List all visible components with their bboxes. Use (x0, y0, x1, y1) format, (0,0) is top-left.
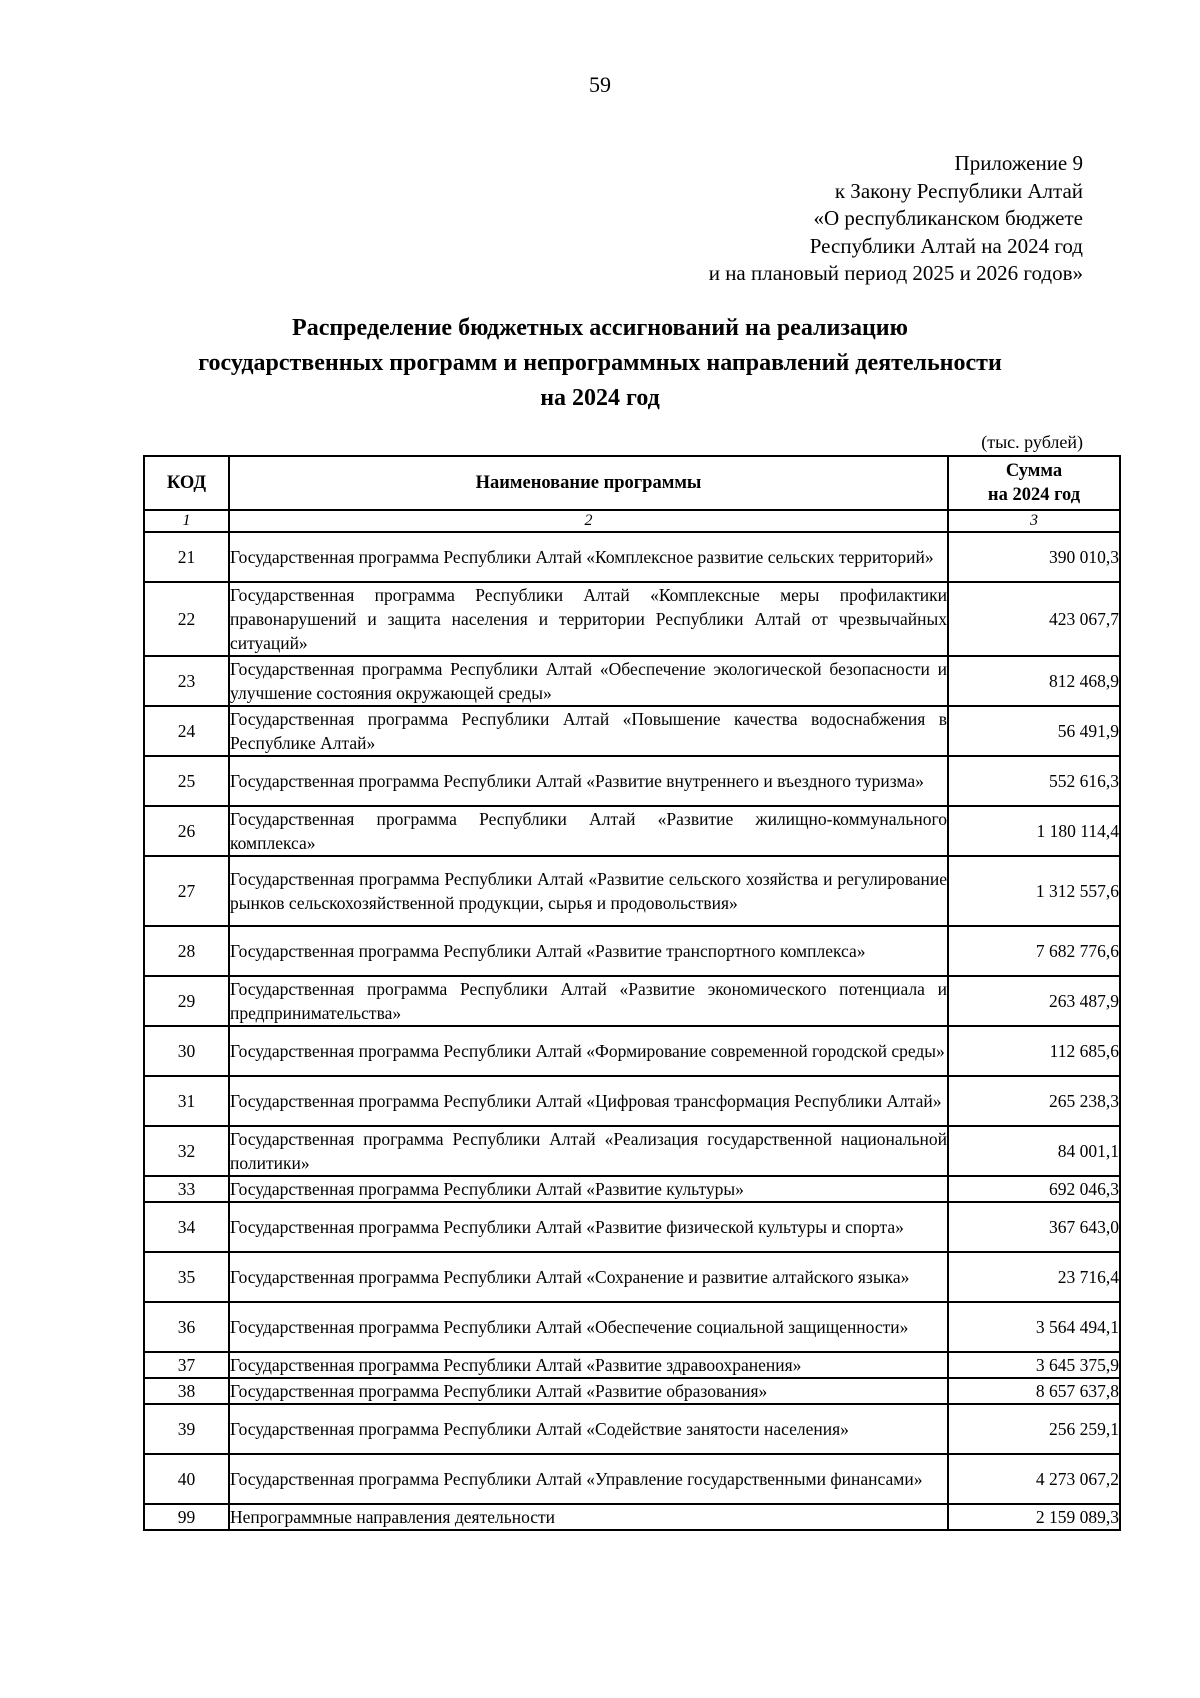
program-name: Государственная программа Республики Алтай «Сохранение и развитие алтайского языка» (229, 1252, 948, 1302)
table-row (144, 926, 1120, 976)
table-row (144, 1302, 1120, 1352)
table-row (144, 1026, 1120, 1076)
appendix-line: Республики Алтай на 2024 год (809, 233, 1083, 258)
units-note: (тыс. рублей) (981, 432, 1083, 452)
program-name: Государственная программа Республики Алтай «Развитие сельского хозяйства и регулирование рынков сельскохозяйственной продукции, сырья и продовольствия» (229, 856, 948, 926)
program-name: Государственная программа Республики Алтай «Повышение качества водоснабжения в Республике Алтай» (229, 706, 948, 756)
program-name: Государственная программа Республики Алтай «Формирование современной городской среды» (229, 1026, 948, 1076)
program-code: 34 (144, 1202, 229, 1252)
program-name: Государственная программа Республики Алтай «Развитие здравоохранения» (229, 1352, 948, 1378)
program-sum: 4 273 067,2 (948, 1454, 1120, 1504)
appendix-reference (709, 150, 1083, 288)
program-code: 21 (144, 532, 229, 582)
program-name: Государственная программа Республики Алтай «Развитие культуры» (229, 1176, 948, 1202)
program-sum: 390 010,3 (948, 532, 1120, 582)
table-row (144, 1126, 1120, 1176)
column-number: 1 (144, 510, 229, 532)
appendix-line: Приложение 9 (954, 151, 1083, 175)
table-row (144, 976, 1120, 1026)
title-line: Распределение бюджетных ассигнований на реализацию (292, 315, 908, 341)
header-sum (948, 456, 1120, 510)
program-name: Государственная программа Республики Алтай «Комплексные меры профилактики правонарушений и защита населения и территории Республики Алтай от чрезвычайных ситуаций» (229, 582, 948, 656)
program-sum: 263 487,9 (948, 976, 1120, 1026)
program-sum: 552 616,3 (948, 756, 1120, 806)
program-sum: 23 716,4 (948, 1252, 1120, 1302)
document-title (0, 311, 1200, 416)
title-line: на 2024 год (540, 385, 660, 411)
program-name: Государственная программа Республики Алтай «Развитие физической культуры и спорта» (229, 1202, 948, 1252)
program-name: Государственная программа Республики Алтай «Развитие жилищно-коммунального комплекса» (229, 806, 948, 856)
program-code: 30 (144, 1026, 229, 1076)
program-code: 40 (144, 1454, 229, 1504)
column-number: 3 (948, 510, 1120, 532)
program-sum: 1 312 557,6 (948, 856, 1120, 926)
program-code: 38 (144, 1378, 229, 1404)
program-name: Государственная программа Республики Алтай «Развитие образования» (229, 1378, 948, 1404)
program-sum: 8 657 637,8 (948, 1378, 1120, 1404)
table-row (144, 1504, 1120, 1530)
table-row (144, 656, 1120, 706)
table-row (144, 1252, 1120, 1302)
table-row (144, 1352, 1120, 1378)
program-code: 28 (144, 926, 229, 976)
table-row (144, 706, 1120, 756)
program-name: Государственная программа Республики Алтай «Развитие транспортного комплекса» (229, 926, 948, 976)
program-code: 27 (144, 856, 229, 926)
program-name: Государственная программа Республики Алтай «Обеспечение социальной защищенности» (229, 1302, 948, 1352)
program-sum: 265 238,3 (948, 1076, 1120, 1126)
program-code: 29 (144, 976, 229, 1026)
program-code: 26 (144, 806, 229, 856)
table-row (144, 1454, 1120, 1504)
program-sum: 56 491,9 (948, 706, 1120, 756)
program-sum: 692 046,3 (948, 1176, 1120, 1202)
program-code: 23 (144, 656, 229, 706)
program-code: 25 (144, 756, 229, 806)
table-row (144, 1076, 1120, 1126)
program-code: 36 (144, 1302, 229, 1352)
appendix-line: к Закону Республики Алтай (834, 178, 1083, 203)
header-code: КОД (144, 456, 229, 510)
program-name: Государственная программа Республики Алтай «Развитие внутреннего и въездного туризма» (229, 756, 948, 806)
title-line: государственных программ и непрограммных направлений деятельности (198, 350, 1002, 376)
program-code: 39 (144, 1404, 229, 1454)
program-code: 22 (144, 582, 229, 656)
table-row (144, 1202, 1120, 1252)
program-code: 31 (144, 1076, 229, 1126)
program-sum: 1 180 114,4 (948, 806, 1120, 856)
table-row (144, 806, 1120, 856)
column-number: 2 (229, 510, 948, 532)
program-sum: 112 685,6 (948, 1026, 1120, 1076)
table-row (144, 756, 1120, 806)
table-row (144, 1176, 1120, 1202)
table-row (144, 532, 1120, 582)
program-sum: 2 159 089,3 (948, 1504, 1120, 1530)
program-name: Государственная программа Республики Алтай «Развитие экономического потенциала и предпринимательства» (229, 976, 948, 1026)
appendix-line: и на плановый период 2025 и 2026 годов» (708, 261, 1083, 285)
program-sum: 7 682 776,6 (948, 926, 1120, 976)
table-header-row (144, 456, 1120, 510)
program-name: Государственная программа Республики Алтай «Управление государственными финансами» (229, 1454, 948, 1504)
table-row (144, 856, 1120, 926)
program-code: 32 (144, 1126, 229, 1176)
program-code: 35 (144, 1252, 229, 1302)
program-sum: 3 564 494,1 (948, 1302, 1120, 1352)
program-name: Государственная программа Республики Алтай «Цифровая трансформация Республики Алтай» (229, 1076, 948, 1126)
header-name: Наименование программы (229, 456, 948, 510)
program-code: 24 (144, 706, 229, 756)
table-row (144, 1404, 1120, 1454)
header-sum-line1: Сумма (1005, 461, 1063, 481)
program-name: Государственная программа Республики Алтай «Комплексное развитие сельских территорий» (229, 532, 948, 582)
program-sum: 812 468,9 (948, 656, 1120, 706)
table-body (144, 532, 1120, 1530)
program-name: Государственная программа Республики Алтай «Содействие занятости населения» (229, 1404, 948, 1454)
program-sum: 3 645 375,9 (948, 1352, 1120, 1378)
program-sum: 84 001,1 (948, 1126, 1120, 1176)
page-number: 59 (589, 72, 611, 97)
appendix-line: «О республиканском бюджете (813, 206, 1083, 230)
program-name: Государственная программа Республики Алтай «Реализация государственной национальной политики» (229, 1126, 948, 1176)
program-sum: 256 259,1 (948, 1404, 1120, 1454)
program-code: 99 (144, 1504, 229, 1530)
table-row (144, 582, 1120, 656)
program-sum: 367 643,0 (948, 1202, 1120, 1252)
program-name: Непрограммные направления деятельности (229, 1504, 948, 1530)
table-row (144, 1378, 1120, 1404)
header-sum-line2: на 2024 год (987, 485, 1081, 505)
column-number-row (144, 510, 1120, 532)
program-code: 33 (144, 1176, 229, 1202)
budget-table (143, 455, 1121, 1531)
program-code: 37 (144, 1352, 229, 1378)
program-name: Государственная программа Республики Алтай «Обеспечение экологической безопасности и улучшение состояния окружающей среды» (229, 656, 948, 706)
program-sum: 423 067,7 (948, 582, 1120, 656)
